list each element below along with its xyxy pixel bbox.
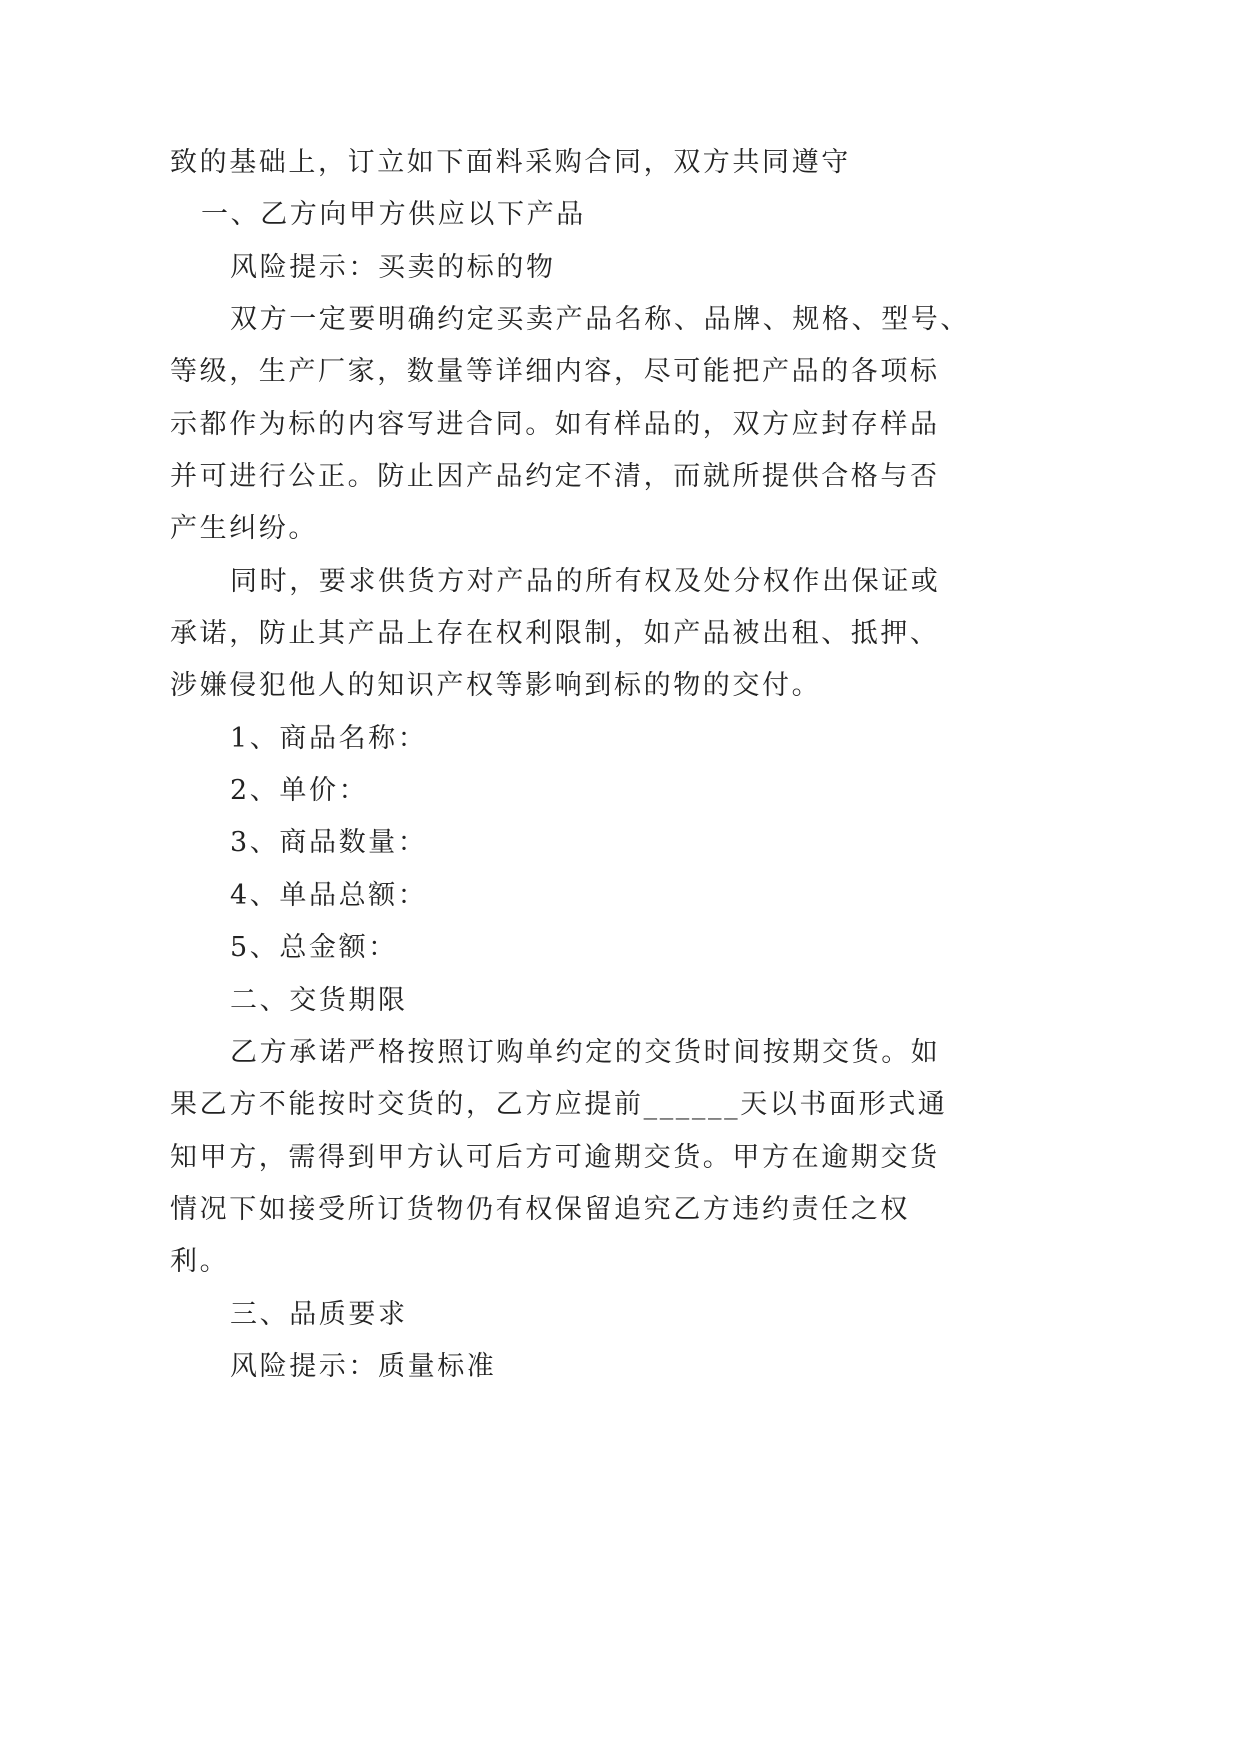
paragraph-line: 情况下如接受所订货物仍有权保留追究乙方违约责任之权 (170, 1193, 910, 1225)
list-item-item-total: 4、单品总额： (230, 879, 428, 911)
section-heading-1: 一、乙方向甲方供应以下产品 (201, 199, 586, 231)
list-item-product-name: 1、商品名称： (230, 722, 428, 754)
paragraph-line: 并可进行公正。防止因产品约定不清，而就所提供合格与否 (170, 461, 940, 493)
section-heading-2: 二、交货期限 (230, 984, 408, 1016)
paragraph-line: 果乙方不能按时交货的，乙方应提前______天以书面形式通 (170, 1089, 948, 1121)
list-item-unit-price: 2、单价： (230, 775, 369, 807)
list-item-grand-total: 5、总金额： (230, 932, 398, 964)
paragraph-line: 承诺，防止其产品上存在权利限制，如产品被出租、抵押、 (170, 618, 940, 650)
paragraph-continuation-line: 致的基础上，订立如下面料采购合同，双方共同遵守 (170, 147, 851, 178)
paragraph-line: 乙方承诺严格按照订购单约定的交货时间按期交货。如 (230, 1036, 941, 1068)
list-item-quantity: 3、商品数量： (230, 827, 428, 859)
document-body (170, 137, 1170, 1393)
paragraph-line: 利。 (170, 1246, 230, 1278)
paragraph-line: 涉嫌侵犯他人的知识产权等影响到标的物的交付。 (170, 670, 822, 702)
risk-tip-quality-standard: 风险提示：质量标准 (230, 1350, 497, 1382)
paragraph-line: 等级，生产厂家，数量等详细内容，尽可能把产品的各项标 (170, 356, 940, 388)
paragraph-line: 示都作为标的内容写进合同。如有样品的，双方应封存样品 (170, 408, 940, 440)
section-heading-3: 三、品质要求 (230, 1298, 408, 1330)
paragraph-line: 产生纠纷。 (170, 513, 318, 545)
paragraph-line: 双方一定要明确约定买卖产品名称、品牌、规格、型号、 (230, 304, 970, 336)
risk-tip-subject-matter: 风险提示：买卖的标的物 (230, 251, 556, 283)
paragraph-line: 知甲方，需得到甲方认可后方可逾期交货。甲方在逾期交货 (170, 1141, 940, 1173)
paragraph-line: 同时，要求供货方对产品的所有权及处分权作出保证或 (230, 565, 941, 597)
